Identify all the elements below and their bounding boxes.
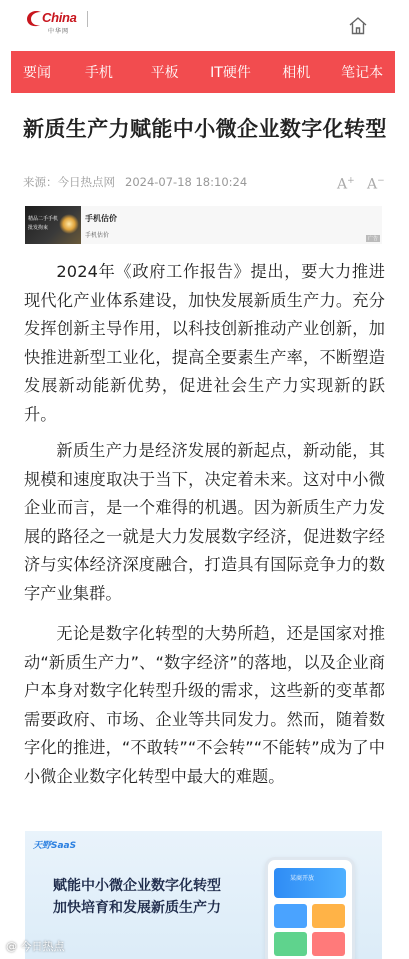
- top-header: [0, 0, 409, 50]
- phone-tile-red: [312, 932, 345, 956]
- article-source: 来源：今日热点网: [23, 175, 115, 189]
- article-paragraph-1: 2024年《政府工作报告》提出，要大力推进现代化产业体系建设，加快发展新质生产力。充分发挥创新主导作用，以科技创新推动产业创新，加快推进新型工业化，提高全要素生产率，不断塑造发展新动能新优势，促进社会生产力实现新的跃升。: [24, 262, 385, 424]
- nav-item-phone[interactable]: 手机: [84, 65, 113, 81]
- article-promo-image: [25, 831, 382, 959]
- ad-thumbnail: [25, 206, 81, 244]
- phone-header-text: 某商开放: [290, 875, 315, 882]
- watermark: @ 今日热点: [6, 940, 65, 953]
- logo-subtext: 中华网: [48, 28, 70, 35]
- home-button[interactable]: [346, 14, 370, 38]
- promo-headline-1: 赋能中小微企业数字化转型: [53, 878, 221, 894]
- logo-divider: [87, 11, 88, 27]
- font-increase-button[interactable]: A+: [337, 176, 355, 193]
- phone-tile-green: [274, 932, 307, 956]
- font-decrease-label: A: [367, 176, 378, 193]
- phone-mockup: [265, 857, 355, 959]
- nav-item-camera[interactable]: 相机: [282, 65, 311, 81]
- article-meta: [23, 174, 247, 190]
- china-logo[interactable]: [24, 8, 80, 34]
- ad-thumb-light: [59, 214, 79, 234]
- phone-mockup-header: [274, 868, 346, 898]
- promo-brand: 天野SaaS: [33, 841, 77, 851]
- ad-banner[interactable]: [25, 206, 382, 244]
- article-date: 2024-07-18 18:10:24: [125, 175, 248, 189]
- nav-item-laptop[interactable]: 笔记本: [341, 65, 384, 81]
- promo-headline-2: 加快培育和发展新质生产力: [53, 900, 221, 916]
- phone-tile-blue: [274, 904, 307, 928]
- article-title: 新质生产力赋能中小微企业数字化转型: [23, 117, 387, 141]
- ad-title: 手机估价: [85, 214, 117, 223]
- nav-item-yaowen[interactable]: 要闻: [23, 65, 51, 81]
- nav-item-it-hardware[interactable]: IT硬件: [210, 65, 251, 81]
- font-decrease-button[interactable]: A−: [367, 176, 385, 193]
- ad-subtitle: 手机估价: [85, 232, 110, 239]
- article-paragraph-3: 无论是数字化转型的大势所趋，还是国家对推动“新质生产力”、“数字经济”的落地，以及企业商户本身对数字化转型升级的需求，这些新的变革都需要政府、市场、企业等共同发力。然而，随着数字化的推进，“不敢转”“不会转”“不能转”成为了中小微企业数字化转型中最大的难题。: [24, 624, 385, 786]
- category-nav: [11, 51, 395, 93]
- ad-thumb-text-2: 批发拘束: [28, 225, 49, 231]
- article-paragraph-2: 新质生产力是经济发展的新起点，新动能，其规模和速度取决于当下，决定着未来。这对中小微企业而言，是一个难得的机遇。因为新质生产力发展的路径之一就是大力发展数字经济，促进数字经济与实体经济深度融合，打造具有国际竞争力的数字产业集群。: [24, 441, 385, 603]
- phone-tile-orange: [312, 904, 345, 928]
- font-increase-label: A: [337, 176, 348, 193]
- ad-thumb-text-1: 精品二手手机: [28, 216, 59, 222]
- ad-badge: 广告: [367, 236, 378, 242]
- logo-text: China: [42, 10, 77, 25]
- nav-item-tablet[interactable]: 平板: [150, 65, 179, 81]
- home-icon: [348, 16, 368, 36]
